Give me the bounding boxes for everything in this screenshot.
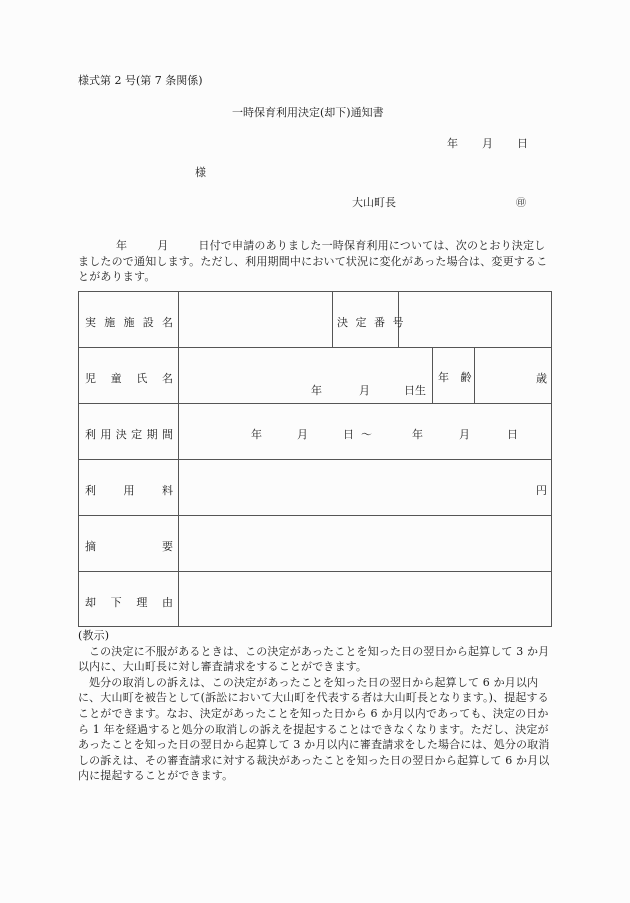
seal-icon: ㊞ [516, 198, 526, 209]
row-divider [79, 515, 551, 516]
intro-year: 年 [116, 239, 128, 252]
notice-paragraph-2: 処分の取消しの訴えは、この決定があったことを知った日の翌日から起算して 6 か月以内に、大山町を被告として(訴訟において大山町を代表する者は大山町長となります。)、提起することができます。なお、決定があったことを知った日から 6 か月以内であっても、決定の日から 1 年を経過すると処分の取消しの訴えを提起することはできなくなります。ただし、決定があったことを知った日の翌日から起算して 3 か月以内に審査請求をした場合には、処分の取消しの訴えは、その審査請求に対する裁決があったことを知った日の翌日から起算して 6 か月以内に提起することができます。 [78, 675, 550, 783]
period-end-month: 月 [459, 428, 470, 441]
row-divider [79, 459, 551, 460]
usage-fee-field[interactable] [180, 462, 540, 512]
birth-month: 月 [359, 384, 370, 397]
label-usage-fee: 利 用 料 [85, 484, 173, 497]
rejection-reason-field[interactable] [180, 574, 550, 624]
issue-date-month: 月 [482, 137, 493, 150]
decision-number-field[interactable] [400, 294, 550, 345]
child-name-field[interactable] [180, 349, 430, 401]
row-divider [79, 347, 551, 348]
intro-month: 月 [157, 239, 169, 252]
document-title: 一時保育利用決定(却下)通知書 [232, 106, 384, 119]
decision-number-label: 決 定 番 号 [337, 316, 406, 329]
intro-paragraph [78, 238, 554, 285]
age-unit: 歳 [536, 372, 547, 385]
intro-text: 日付で申請のありました一時保育利用については、次のとおり決定しましたので通知します。ただし、利用期間中において状況に変化があった場合は、変更することがあります。 [78, 239, 548, 283]
issue-date-year: 年 [447, 137, 458, 150]
label-decision-period: 利 用 決 定 期 間 [85, 428, 173, 441]
column-divider [432, 347, 433, 403]
label-rejection-reason: 却 下 理 由 [85, 596, 173, 609]
notice-heading: (教示) [78, 629, 110, 642]
period-start-year: 年 [251, 428, 262, 441]
addressee-suffix: 様 [195, 166, 206, 179]
birth-year: 年 [311, 384, 322, 397]
column-divider [332, 292, 333, 347]
period-separator: ～ [361, 428, 372, 441]
form-identifier: 様式第 2 号(第 7 条関係) [78, 74, 203, 87]
issuer-name: 大山町長 [352, 196, 396, 209]
label-summary: 摘 要 [85, 540, 173, 553]
period-start-day: 日 [343, 428, 354, 441]
issue-date-day: 日 [517, 137, 528, 150]
notice-paragraph-1: この決定に不服があるときは、この決定があったことを知った日の翌日から起算して 3 か月以内に、大山町長に対し審査請求をすることができます。 [78, 644, 550, 674]
age-label: 年 齢 [438, 371, 476, 384]
birth-day: 日生 [404, 384, 426, 397]
summary-field[interactable] [180, 518, 550, 568]
fee-unit: 円 [536, 484, 547, 497]
column-divider [178, 292, 179, 626]
period-end-year: 年 [412, 428, 423, 441]
label-child-name: 児 童 氏 名 [85, 372, 173, 385]
period-end-day: 日 [507, 428, 518, 441]
decision-table [78, 291, 552, 627]
facility-name-field[interactable] [180, 294, 330, 345]
period-start-month: 月 [297, 428, 308, 441]
row-divider [79, 403, 551, 404]
appeal-notice [78, 628, 554, 784]
label-facility-name: 実 施 施 設 名 [85, 316, 173, 329]
row-divider [79, 571, 551, 572]
